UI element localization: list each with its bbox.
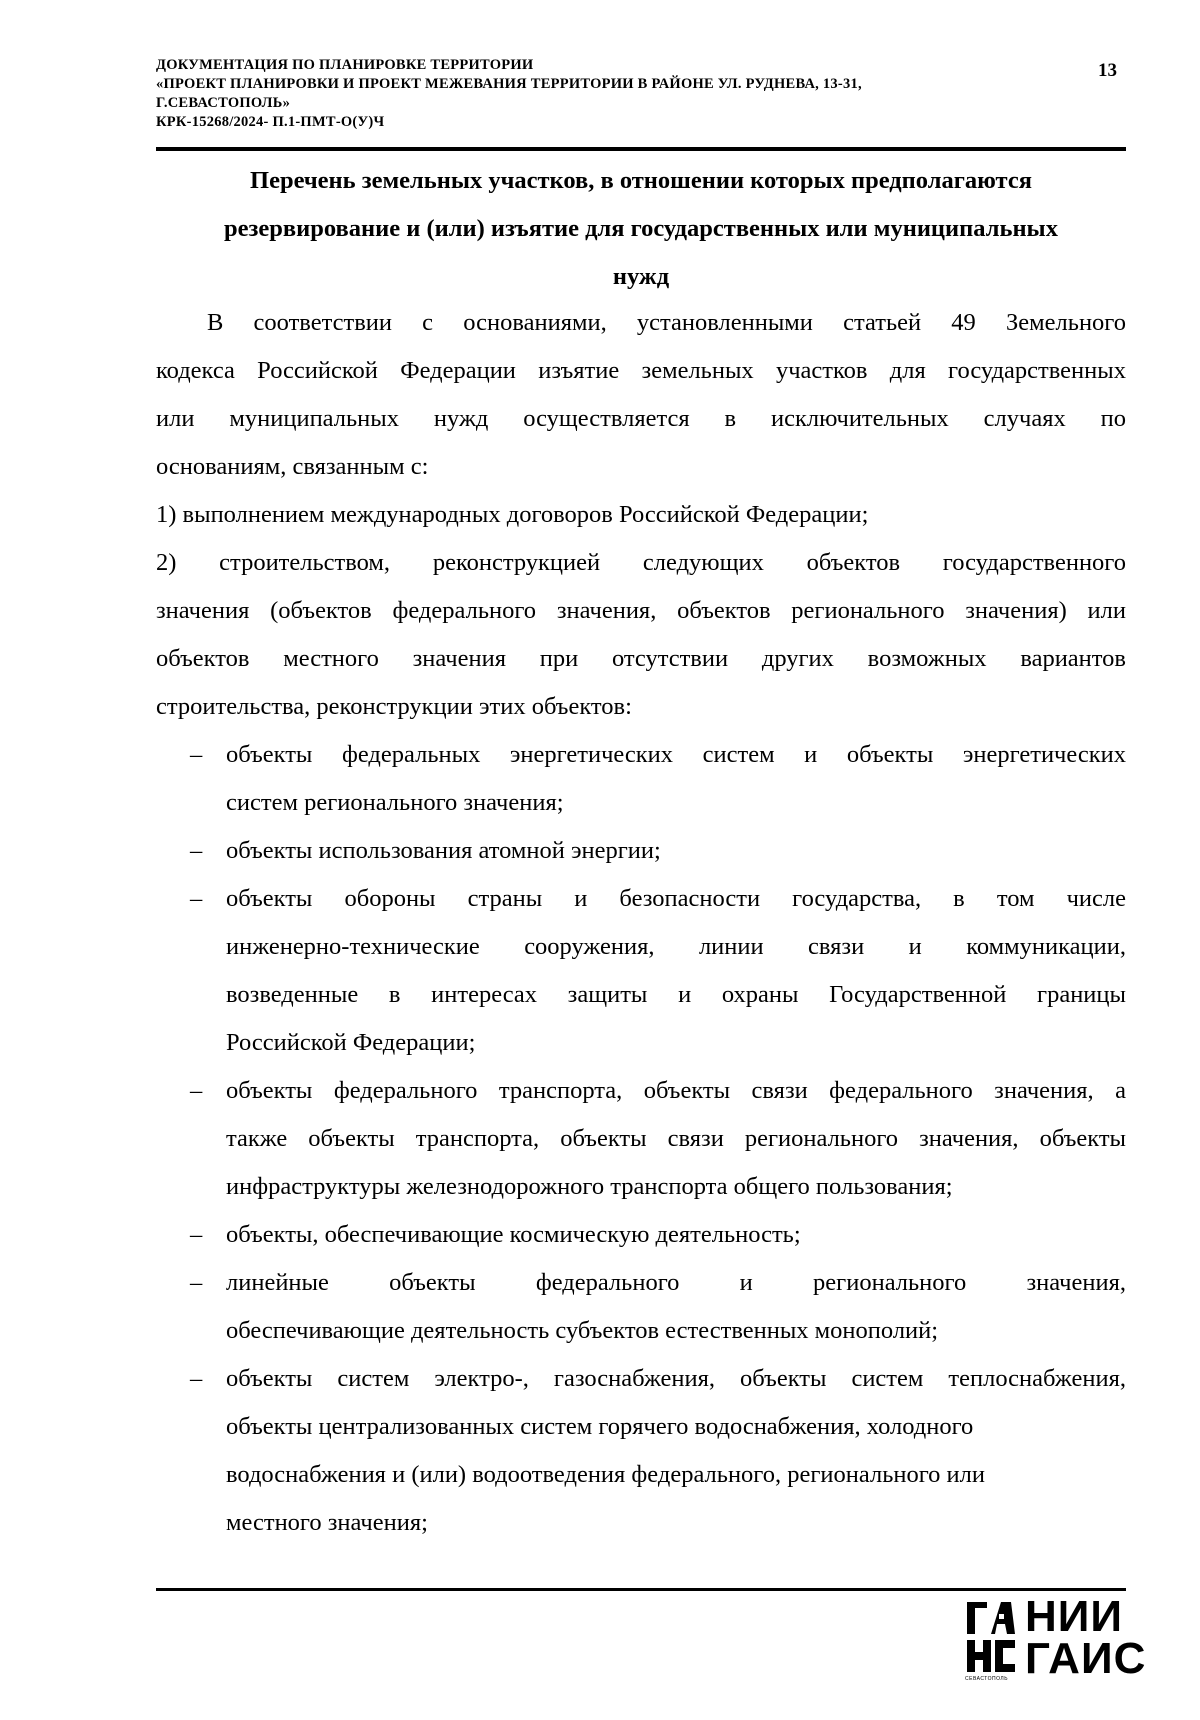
sub-list-item-line: обеспечивающие деятельность субъектов естественных монополий;: [226, 1317, 939, 1344]
sub-list-item-line: – объекты федерального транспорта, объекты связи федерального значения, а: [156, 1067, 1126, 1115]
sub-list-item-line: – линейные объекты федерального и регионального значения,: [156, 1259, 1126, 1307]
logo-wordmark: НИИ ГАИС: [1025, 1592, 1147, 1683]
dash-bullet: –: [190, 885, 203, 912]
list-item-2-line: объектов местного значения при отсутствии других возможных вариантов: [156, 645, 1126, 672]
sub-list-item-line: – объекты использования атомной энергии;: [156, 827, 1126, 875]
body-text: [156, 299, 1126, 1547]
dash-bullet: –: [190, 837, 203, 864]
header-divider: [156, 147, 1126, 151]
nii-gais-logo: [965, 1592, 1147, 1686]
dash-bullet: –: [190, 741, 203, 768]
sub-list-item-line: – объекты федеральных энергетических систем и объекты энергетических: [156, 731, 1126, 779]
logo-mark-icon: [965, 1598, 1017, 1676]
sub-list-item-line: – объекты обороны страны и безопасности государства, в том числе: [156, 875, 1126, 923]
dash-bullet: –: [190, 1221, 203, 1248]
list-item-2-line: строительства, реконструкции этих объектов:: [156, 693, 632, 720]
title-line: Перечень земельных участков, в отношении которых предполагаются: [250, 167, 1032, 194]
sub-list-item-line: – объекты, обеспечивающие космическую деятельность;: [156, 1211, 1126, 1259]
paragraph-line: В соответствии с основаниями, установленными статьей 49 Земельного: [207, 309, 1126, 336]
header-line: «ПРОЕКТ ПЛАНИРОВКИ И ПРОЕКТ МЕЖЕВАНИЯ ТЕРРИТОРИИ В РАЙОНЕ УЛ. РУДНЕВА, 13-31,: [156, 76, 862, 92]
dash-bullet: –: [190, 1365, 203, 1392]
list-item-2-line: 2) строительством, реконструкцией следующих объектов государственного: [156, 549, 1126, 576]
paragraph-line: кодекса Российской Федерации изъятие земельных участков для государственных: [156, 357, 1126, 384]
section-title: [156, 157, 1126, 301]
sub-list-item-line: объекты централизованных систем горячего водоснабжения, холодного: [226, 1413, 974, 1440]
sub-list-item-line: инженерно-технические сооружения, линии связи и коммуникации,: [226, 933, 1126, 960]
sub-list-item-line: инфраструктуры железнодорожного транспорта общего пользования;: [226, 1173, 953, 1200]
footer-divider: [156, 1588, 1126, 1591]
dash-bullet: –: [190, 1269, 203, 1296]
page-number: 13: [1098, 60, 1117, 81]
sub-list-item-line: Российской Федерации;: [226, 1029, 476, 1056]
paragraph-line: или муниципальных нужд осуществляется в исключительных случаях по: [156, 405, 1126, 432]
title-line: резервирование и (или) изъятие для государственных или муниципальных: [224, 215, 1058, 242]
sub-list-item-line: также объекты транспорта, объекты связи регионального значения, объекты: [226, 1125, 1126, 1152]
sub-list-item-line: возведенные в интересах защиты и охраны Государственной границы: [226, 981, 1126, 1008]
title-line: нужд: [612, 263, 670, 290]
header-line: КРК-15268/2024- П.1-ПМТ-О(У)Ч: [156, 114, 385, 130]
document-header: [156, 56, 1056, 132]
header-line: ДОКУМЕНТАЦИЯ ПО ПЛАНИРОВКЕ ТЕРРИТОРИИ: [156, 57, 534, 73]
header-line: Г.СЕВАСТОПОЛЬ»: [156, 95, 291, 111]
paragraph-line: основаниям, связанным с:: [156, 453, 429, 480]
sub-list-item-line: местного значения;: [226, 1509, 428, 1536]
list-item-2-line: значения (объектов федерального значения, объектов регионального значения) или: [156, 597, 1126, 624]
sub-list-item-line: систем регионального значения;: [226, 789, 564, 816]
sub-list-item-line: – объекты систем электро-, газоснабжения, объекты систем теплоснабжения,: [156, 1355, 1126, 1403]
logo-city-text: СЕВАСТОПОЛЬ: [965, 1676, 1008, 1682]
sub-list-item-line: водоснабжения и (или) водоотведения федерального, регионального или: [226, 1461, 985, 1488]
list-item-1: 1) выполнением международных договоров Российской Федерации;: [156, 501, 869, 528]
dash-bullet: –: [190, 1077, 203, 1104]
